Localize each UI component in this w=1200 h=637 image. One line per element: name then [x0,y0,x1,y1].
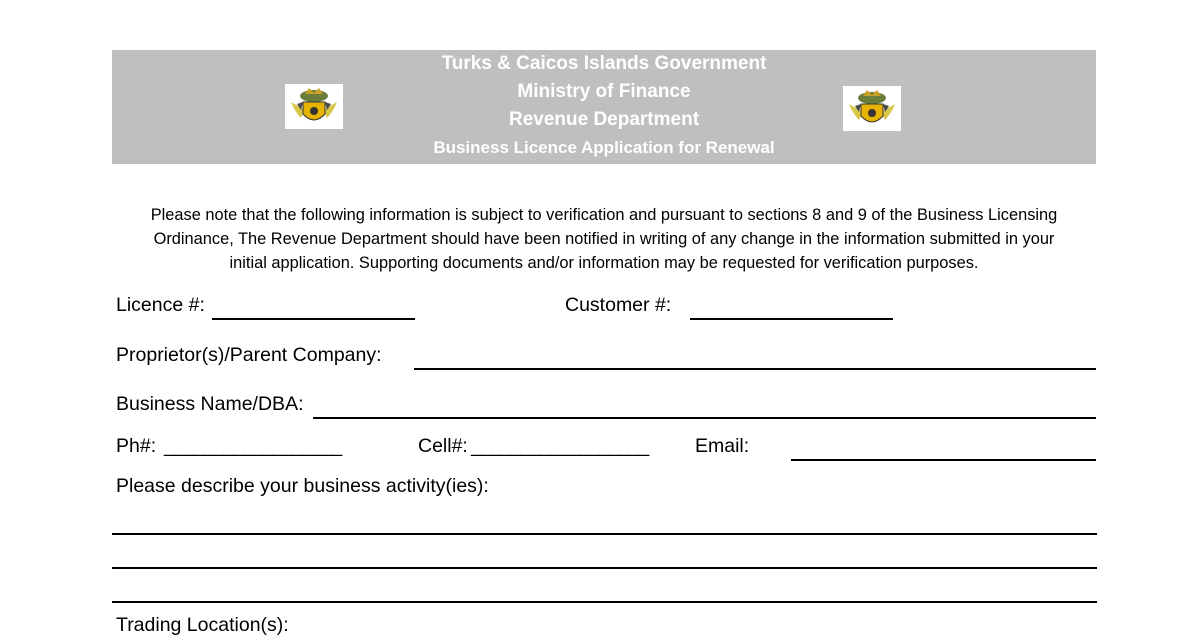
activity-line[interactable] [112,533,1097,535]
phone-field[interactable]: __________________ [164,435,342,457]
email-field[interactable] [791,459,1096,461]
activity-line[interactable] [112,601,1097,603]
cell-label: Cell#: [418,435,468,457]
verification-notice [112,203,1096,275]
business-name-field[interactable] [313,417,1096,419]
proprietor-field[interactable] [414,368,1096,370]
activity-label: Please describe your business activity(ies): [116,475,489,497]
email-label: Email: [695,435,750,457]
ministry-title: Ministry of Finance [517,81,691,102]
cell-field[interactable]: __________________ [471,435,649,457]
notice-line: Please note that the following information is subject to verification and pursuant to sections 8 and 9 of the Business Licensing [150,206,1058,224]
licence-label: Licence #: [116,294,205,316]
notice-line: Ordinance, The Revenue Department should have been notified in writing of any change in the information submitted in your [153,230,1055,248]
department-title: Revenue Department [508,109,700,130]
form-header [112,50,1096,164]
licence-field[interactable] [212,318,415,320]
activity-line[interactable] [112,567,1097,569]
customer-field[interactable] [690,318,893,320]
proprietor-label: Proprietor(s)/Parent Company: [116,344,382,366]
government-title: Turks & Caicos Islands Government [441,53,767,74]
phone-label: Ph#: [116,435,157,457]
trading-location-label: Trading Location(s): [116,614,289,636]
business-name-label: Business Name/DBA: [116,393,304,415]
notice-line: initial application. Supporting documents and/or information may be requested for verification purposes. [229,254,979,272]
form-title: Business Licence Application for Renewal [433,138,775,157]
customer-label: Customer #: [565,294,672,316]
